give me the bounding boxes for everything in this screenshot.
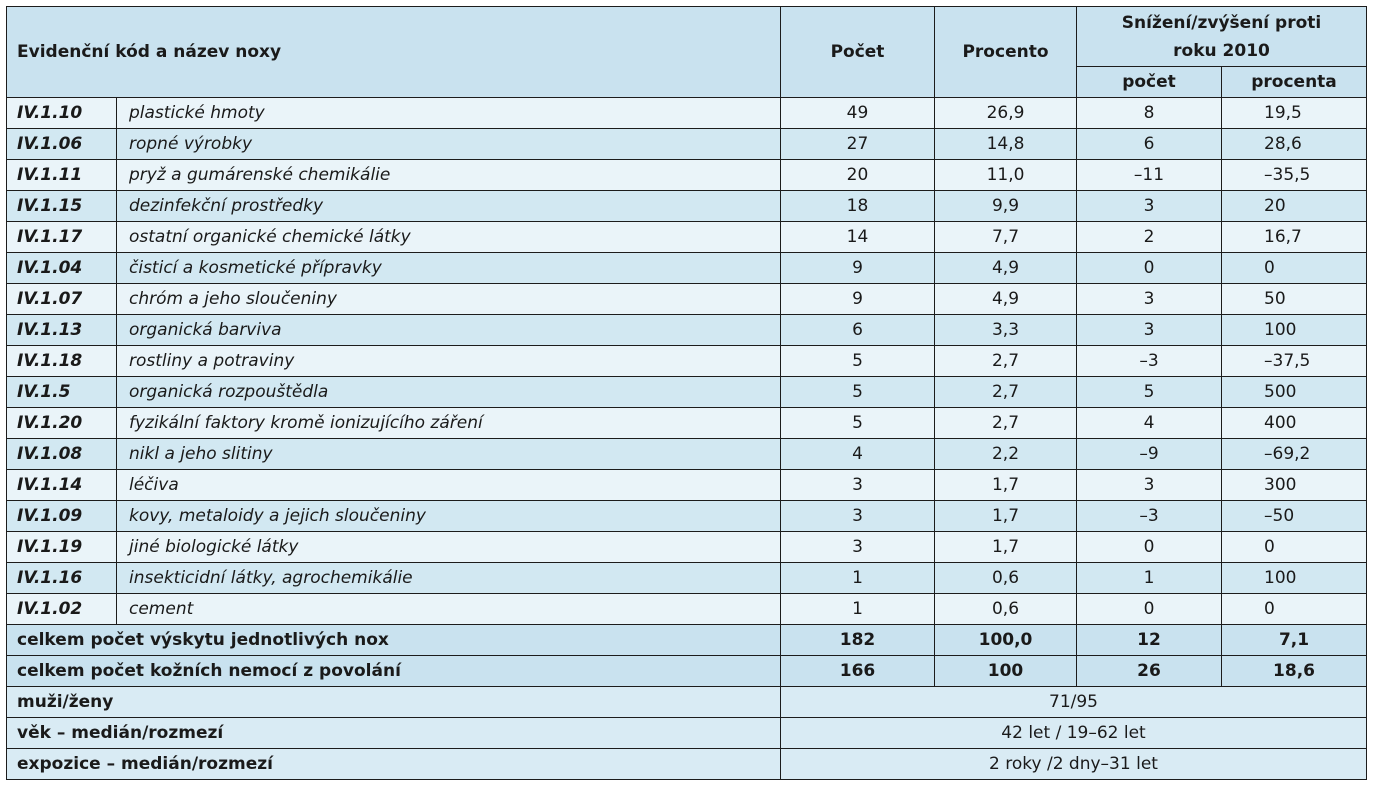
percent-cell: 4,9 (935, 253, 1077, 284)
total-percent: 100 (935, 656, 1077, 687)
count-cell: 9 (781, 253, 935, 284)
count-cell: 3 (781, 532, 935, 563)
noxa-name: chróm a jeho sloučeniny (117, 284, 781, 315)
change-percent-cell: 19,5 (1222, 98, 1367, 129)
noxa-code: IV.1.06 (7, 129, 117, 160)
noxa-code: IV.1.17 (7, 222, 117, 253)
change-count-cell: 4 (1077, 408, 1222, 439)
count-cell: 3 (781, 501, 935, 532)
noxa-code: IV.1.10 (7, 98, 117, 129)
percent-cell: 26,9 (935, 98, 1077, 129)
percent-cell: 14,8 (935, 129, 1077, 160)
header-change (1077, 7, 1367, 67)
table-row (7, 222, 1367, 253)
percent-cell: 11,0 (935, 160, 1077, 191)
count-cell: 20 (781, 160, 935, 191)
change-count-cell: 0 (1077, 594, 1222, 625)
noxa-name: ropné výrobky (117, 129, 781, 160)
noxa-name: jiné biologické látky (117, 532, 781, 563)
count-cell: 18 (781, 191, 935, 222)
noxa-name: organická rozpouštědla (117, 377, 781, 408)
noxa-code: IV.1.18 (7, 346, 117, 377)
info-label: věk – medián/rozmezí (7, 718, 781, 749)
noxa-name: ostatní organické chemické látky (117, 222, 781, 253)
noxa-name: kovy, metaloidy a jejich sloučeniny (117, 501, 781, 532)
noxa-name: léčiva (117, 470, 781, 501)
count-cell: 4 (781, 439, 935, 470)
total-row (7, 625, 1367, 656)
total-change-percent: 18,6 (1222, 656, 1367, 687)
change-count-cell: 5 (1077, 377, 1222, 408)
noxa-code: IV.1.09 (7, 501, 117, 532)
change-percent-cell: 20 (1222, 191, 1367, 222)
percent-cell: 0,6 (935, 594, 1077, 625)
count-cell: 5 (781, 346, 935, 377)
change-percent-cell: –37,5 (1222, 346, 1367, 377)
change-percent-cell: 0 (1222, 532, 1367, 563)
info-label: expozice – medián/rozmezí (7, 749, 781, 780)
header-count: Počet (781, 7, 935, 98)
header-change-line2: roku 2010 (1173, 40, 1270, 61)
header-name: Evidenční kód a název noxy (7, 7, 781, 98)
total-percent: 100,0 (935, 625, 1077, 656)
change-percent-cell: –69,2 (1222, 439, 1367, 470)
count-cell: 5 (781, 408, 935, 439)
percent-cell: 1,7 (935, 470, 1077, 501)
noxa-name: organická barviva (117, 315, 781, 346)
noxa-code: IV.1.16 (7, 563, 117, 594)
info-body (7, 687, 1367, 780)
change-percent-cell: 400 (1222, 408, 1367, 439)
count-cell: 6 (781, 315, 935, 346)
info-value: 71/95 (781, 687, 1367, 718)
count-cell: 1 (781, 563, 935, 594)
count-cell: 1 (781, 594, 935, 625)
percent-cell: 4,9 (935, 284, 1077, 315)
percent-cell: 2,2 (935, 439, 1077, 470)
header-change-line1: Snížení/zvýšení proti (1121, 12, 1322, 33)
total-count: 166 (781, 656, 935, 687)
info-label: muži/ženy (7, 687, 781, 718)
noxa-code: IV.1.02 (7, 594, 117, 625)
totals-body (7, 625, 1367, 687)
noxa-name: nikl a jeho slitiny (117, 439, 781, 470)
change-percent-cell: 100 (1222, 563, 1367, 594)
change-percent-cell: –35,5 (1222, 160, 1367, 191)
percent-cell: 9,9 (935, 191, 1077, 222)
total-count: 182 (781, 625, 935, 656)
total-change-count: 12 (1077, 625, 1222, 656)
table-row (7, 439, 1367, 470)
percent-cell: 1,7 (935, 501, 1077, 532)
change-percent-cell: 28,6 (1222, 129, 1367, 160)
change-count-cell: 0 (1077, 532, 1222, 563)
table-row (7, 594, 1367, 625)
noxa-code: IV.1.19 (7, 532, 117, 563)
table-row (7, 377, 1367, 408)
table-row (7, 532, 1367, 563)
total-change-percent: 7,1 (1222, 625, 1367, 656)
percent-cell: 3,3 (935, 315, 1077, 346)
change-count-cell: –9 (1077, 439, 1222, 470)
noxa-name: rostliny a potraviny (117, 346, 781, 377)
count-cell: 49 (781, 98, 935, 129)
change-count-cell: 3 (1077, 315, 1222, 346)
total-row (7, 656, 1367, 687)
info-row (7, 718, 1367, 749)
change-count-cell: –3 (1077, 501, 1222, 532)
table-row (7, 253, 1367, 284)
info-row (7, 687, 1367, 718)
change-count-cell: –3 (1077, 346, 1222, 377)
table-header (7, 7, 1367, 98)
table-row (7, 470, 1367, 501)
noxa-code: IV.1.04 (7, 253, 117, 284)
percent-cell: 2,7 (935, 377, 1077, 408)
table-wrapper (6, 6, 1367, 780)
change-count-cell: –11 (1077, 160, 1222, 191)
table-row (7, 191, 1367, 222)
change-percent-cell: 300 (1222, 470, 1367, 501)
table-body (7, 98, 1367, 625)
noxa-name: plastické hmoty (117, 98, 781, 129)
total-label: celkem počet výskytu jednotlivých nox (7, 625, 781, 656)
noxa-code: IV.1.14 (7, 470, 117, 501)
table-row (7, 98, 1367, 129)
count-cell: 9 (781, 284, 935, 315)
change-percent-cell: 50 (1222, 284, 1367, 315)
info-value: 42 let / 19–62 let (781, 718, 1367, 749)
table-row (7, 501, 1367, 532)
change-count-cell: 2 (1077, 222, 1222, 253)
noxa-code: IV.1.5 (7, 377, 117, 408)
change-percent-cell: 0 (1222, 253, 1367, 284)
change-count-cell: 0 (1077, 253, 1222, 284)
noxa-name: insekticidní látky, agrochemikálie (117, 563, 781, 594)
table-row (7, 315, 1367, 346)
table-row (7, 160, 1367, 191)
noxa-name: cement (117, 594, 781, 625)
total-label: celkem počet kožních nemocí z povolání (7, 656, 781, 687)
noxa-code: IV.1.15 (7, 191, 117, 222)
change-count-cell: 8 (1077, 98, 1222, 129)
change-percent-cell: 100 (1222, 315, 1367, 346)
table-row (7, 284, 1367, 315)
change-count-cell: 1 (1077, 563, 1222, 594)
noxa-code: IV.1.11 (7, 160, 117, 191)
change-percent-cell: 16,7 (1222, 222, 1367, 253)
noxa-table (6, 6, 1367, 780)
noxa-code: IV.1.07 (7, 284, 117, 315)
change-count-cell: 3 (1077, 284, 1222, 315)
percent-cell: 1,7 (935, 532, 1077, 563)
count-cell: 14 (781, 222, 935, 253)
count-cell: 5 (781, 377, 935, 408)
header-change-percent: procenta (1222, 67, 1367, 98)
noxa-name: fyzikální faktory kromě ionizujícího záření (117, 408, 781, 439)
table-row (7, 408, 1367, 439)
table-row (7, 563, 1367, 594)
change-count-cell: 6 (1077, 129, 1222, 160)
change-percent-cell: 500 (1222, 377, 1367, 408)
change-percent-cell: –50 (1222, 501, 1367, 532)
percent-cell: 2,7 (935, 346, 1077, 377)
change-percent-cell: 0 (1222, 594, 1367, 625)
count-cell: 27 (781, 129, 935, 160)
noxa-name: pryž a gumárenské chemikálie (117, 160, 781, 191)
header-change-count: počet (1077, 67, 1222, 98)
noxa-name: dezinfekční prostředky (117, 191, 781, 222)
count-cell: 3 (781, 470, 935, 501)
percent-cell: 2,7 (935, 408, 1077, 439)
noxa-code: IV.1.20 (7, 408, 117, 439)
percent-cell: 0,6 (935, 563, 1077, 594)
info-value: 2 roky /2 dny–31 let (781, 749, 1367, 780)
change-count-cell: 3 (1077, 470, 1222, 501)
noxa-code: IV.1.13 (7, 315, 117, 346)
percent-cell: 7,7 (935, 222, 1077, 253)
change-count-cell: 3 (1077, 191, 1222, 222)
table-row (7, 346, 1367, 377)
total-change-count: 26 (1077, 656, 1222, 687)
noxa-name: čisticí a kosmetické přípravky (117, 253, 781, 284)
table-row (7, 129, 1367, 160)
noxa-code: IV.1.08 (7, 439, 117, 470)
header-percent: Procento (935, 7, 1077, 98)
info-row (7, 749, 1367, 780)
